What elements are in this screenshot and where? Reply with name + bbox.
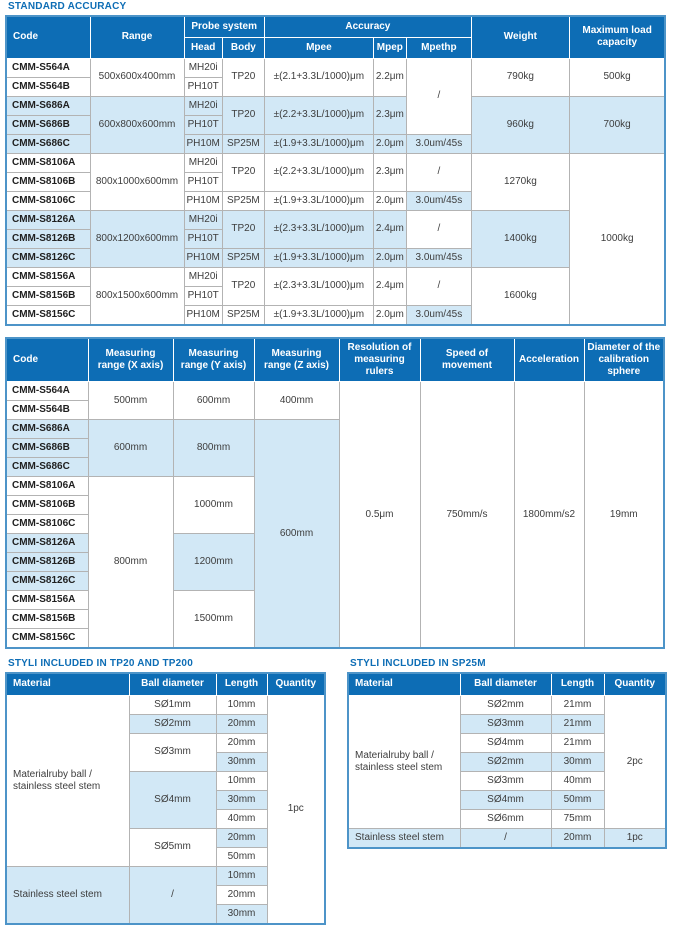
col-header-z-axis: Measuring range (Z axis)	[254, 338, 339, 382]
table-cell: TP20	[222, 96, 264, 134]
table-cell: 1pc	[604, 828, 666, 848]
table-cell: CMM-S8156A	[6, 267, 90, 286]
table-cell: CMM-S8126A	[6, 534, 88, 553]
standard-accuracy-table	[5, 15, 666, 326]
table-cell: 400mm	[254, 382, 339, 420]
table-cell: CMM-S8106A	[6, 477, 88, 496]
table-cell: CMM-S686C	[6, 134, 90, 153]
table-row	[6, 695, 325, 714]
table-cell: /	[406, 267, 471, 305]
table-cell: CMM-S686A	[6, 96, 90, 115]
table-row	[6, 58, 665, 77]
table-cell: PH10T	[184, 286, 222, 305]
table-cell: 10mm	[216, 695, 267, 714]
table-cell: 1pc	[267, 695, 325, 924]
col-header-calibration-sphere: Diameter of the calibration sphere	[584, 338, 664, 382]
table-cell: CMM-S564A	[6, 58, 90, 77]
section-title-styli-tp20: STYLI INCLUDED IN TP20 AND TP200	[8, 658, 193, 669]
table-cell: MH20i	[184, 267, 222, 286]
table-cell: 1600kg	[471, 267, 569, 325]
table-cell: ±(2.2+3.3L/1000)μm	[264, 153, 373, 191]
col-header-weight: Weight	[471, 16, 569, 58]
table-cell: PH10M	[184, 134, 222, 153]
table-cell: SØ2mm	[460, 752, 551, 771]
table-cell: TP20	[222, 210, 264, 248]
table-cell: CMM-S8126C	[6, 572, 88, 591]
col-header-mpep: Mpep	[373, 37, 406, 58]
table-cell: 20mm	[216, 828, 267, 847]
table-cell: SP25M	[222, 305, 264, 325]
table-cell: Materialruby ball / stainless steel stem	[6, 695, 129, 866]
table-cell: CMM-S8106B	[6, 172, 90, 191]
table-cell: 40mm	[216, 809, 267, 828]
table-cell: 2.3μm	[373, 153, 406, 191]
table-cell: SØ4mm	[460, 733, 551, 752]
table-cell: CMM-S8126C	[6, 248, 90, 267]
table-cell: CMM-S564B	[6, 77, 90, 96]
col-header-mpethp: Mpethp	[406, 37, 471, 58]
table-cell: 3.0um/45s	[406, 248, 471, 267]
table-cell: 20mm	[551, 828, 604, 848]
table-cell: SP25M	[222, 191, 264, 210]
table-cell: /	[406, 58, 471, 134]
table-cell: 1000mm	[173, 477, 254, 534]
table-cell: CMM-S564B	[6, 401, 88, 420]
table-cell: CMM-S686C	[6, 458, 88, 477]
col-header-length: Length	[551, 673, 604, 695]
table-cell: 20mm	[216, 885, 267, 904]
table-cell: 2.3μm	[373, 96, 406, 134]
table-cell: /	[406, 210, 471, 248]
measuring-range-table	[5, 337, 665, 650]
col-header-head: Head	[184, 37, 222, 58]
accuracy-table-body	[6, 58, 665, 325]
table-cell: 1400kg	[471, 210, 569, 267]
table-cell: 2pc	[604, 695, 666, 828]
styli-sp25m-header	[348, 673, 666, 695]
col-header-x-axis: Measuring range (X axis)	[88, 338, 173, 382]
table-cell: PH10T	[184, 172, 222, 191]
table-cell: TP20	[222, 267, 264, 305]
table-cell: 20mm	[216, 733, 267, 752]
col-header-length: Length	[216, 673, 267, 695]
table-cell: 600mm	[173, 382, 254, 420]
table-cell: /	[129, 866, 216, 924]
table-cell: SØ3mm	[460, 714, 551, 733]
table-cell: 3.0um/45s	[406, 134, 471, 153]
measuring-table-body	[6, 382, 664, 649]
section-title-styli-sp25m: STYLI INCLUDED IN SP25M	[350, 658, 486, 669]
table-cell: 20mm	[216, 714, 267, 733]
table-cell: 960kg	[471, 96, 569, 153]
table-cell: 30mm	[216, 752, 267, 771]
table-cell: CMM-S8156B	[6, 610, 88, 629]
table-cell: 2.2μm	[373, 58, 406, 96]
table-cell: 600mm	[88, 420, 173, 477]
table-cell: 21mm	[551, 733, 604, 752]
table-cell: SØ4mm	[460, 790, 551, 809]
table-cell: MH20i	[184, 96, 222, 115]
table-cell: 3.0um/45s	[406, 305, 471, 325]
table-cell: ±(2.2+3.3L/1000)μm	[264, 96, 373, 134]
table-row	[6, 210, 665, 229]
table-cell: PH10T	[184, 77, 222, 96]
table-cell: CMM-S8106C	[6, 515, 88, 534]
table-cell: MH20i	[184, 210, 222, 229]
table-cell: SØ6mm	[460, 809, 551, 828]
table-cell: CMM-S686B	[6, 115, 90, 134]
table-cell: 2.4μm	[373, 267, 406, 305]
table-cell: CMM-S8106C	[6, 191, 90, 210]
table-cell: 50mm	[216, 847, 267, 866]
col-header-body: Body	[222, 37, 264, 58]
col-header-y-axis: Measuring range (Y axis)	[173, 338, 254, 382]
section-title-standard-accuracy: STANDARD ACCURACY	[8, 1, 127, 12]
styli-tp20-body	[6, 695, 325, 924]
table-cell: SØ4mm	[129, 771, 216, 828]
table-cell: 1500mm	[173, 591, 254, 649]
table-cell: MH20i	[184, 153, 222, 172]
col-header-range: Range	[90, 16, 184, 58]
table-cell: 500kg	[569, 58, 665, 96]
col-header-material: Material	[348, 673, 460, 695]
col-header-speed: Speed of movement	[420, 338, 514, 382]
styli-tp20-block	[5, 658, 326, 925]
table-cell: SP25M	[222, 248, 264, 267]
table-cell: CMM-S564A	[6, 382, 88, 401]
col-header-material: Material	[6, 673, 129, 695]
table-row	[6, 382, 664, 401]
table-cell: Materialruby ball / stainless steel stem	[348, 695, 460, 828]
table-cell: 2.0μm	[373, 248, 406, 267]
table-cell: 21mm	[551, 695, 604, 714]
table-cell: PH10T	[184, 115, 222, 134]
table-row	[348, 695, 666, 714]
table-cell: 40mm	[551, 771, 604, 790]
col-header-code: Code	[6, 338, 88, 382]
table-cell: Stainless steel stem	[6, 866, 129, 924]
table-cell: 800x1500x600mm	[90, 267, 184, 325]
table-cell: CMM-S8156B	[6, 286, 90, 305]
table-cell: CMM-S686A	[6, 420, 88, 439]
table-cell: 0.5μm	[339, 382, 420, 649]
table-cell: 50mm	[551, 790, 604, 809]
col-header-probe-system: Probe system	[184, 16, 264, 37]
styli-sp25m-body	[348, 695, 666, 848]
table-cell: 30mm	[551, 752, 604, 771]
table-cell: PH10T	[184, 229, 222, 248]
col-header-resolution: Resolution of measuring rulers	[339, 338, 420, 382]
table-cell: 790kg	[471, 58, 569, 96]
col-header-code: Code	[6, 16, 90, 58]
table-cell: SØ2mm	[129, 714, 216, 733]
table-cell: 600mm	[254, 420, 339, 649]
table-cell: 1200mm	[173, 534, 254, 591]
col-header-ball-diameter: Ball diameter	[129, 673, 216, 695]
table-cell: 30mm	[216, 790, 267, 809]
table-cell: 2.0μm	[373, 134, 406, 153]
measuring-table-header	[6, 338, 664, 382]
styli-section	[5, 658, 677, 925]
col-header-quantity: Quantity	[267, 673, 325, 695]
table-cell: 30mm	[216, 904, 267, 924]
table-cell: 600x800x600mm	[90, 96, 184, 153]
table-cell: CMM-S8156A	[6, 591, 88, 610]
styli-sp25m-table	[347, 672, 667, 849]
col-header-mpee: Mpee	[264, 37, 373, 58]
accuracy-table-header	[6, 16, 665, 58]
table-row	[6, 153, 665, 172]
table-cell: PH10M	[184, 191, 222, 210]
table-cell: CMM-S8126A	[6, 210, 90, 229]
table-cell: 800mm	[88, 477, 173, 649]
table-cell: 2.0μm	[373, 305, 406, 325]
table-cell: ±(2.1+3.3L/1000)μm	[264, 58, 373, 96]
table-cell: ±(2.3+3.3L/1000)μm	[264, 210, 373, 248]
table-cell: TP20	[222, 153, 264, 191]
table-cell: PH10M	[184, 305, 222, 325]
table-cell: SØ1mm	[129, 695, 216, 714]
table-cell: 500mm	[88, 382, 173, 420]
table-cell: SP25M	[222, 134, 264, 153]
col-header-ball-diameter: Ball diameter	[460, 673, 551, 695]
col-header-quantity: Quantity	[604, 673, 666, 695]
table-cell: 1800mm/s2	[514, 382, 584, 649]
table-cell: SØ3mm	[129, 733, 216, 771]
table-cell: 1000kg	[569, 153, 665, 325]
table-cell: TP20	[222, 58, 264, 96]
table-cell: SØ2mm	[460, 695, 551, 714]
table-cell: 2.0μm	[373, 191, 406, 210]
table-cell: PH10M	[184, 248, 222, 267]
table-cell: 19mm	[584, 382, 664, 649]
table-cell: CMM-S8126B	[6, 229, 90, 248]
col-header-max-load: Maximum load capacity	[569, 16, 665, 58]
table-cell: ±(1.9+3.3L/1000)μm	[264, 305, 373, 325]
table-cell: 800x1000x600mm	[90, 153, 184, 210]
table-cell: ±(1.9+3.3L/1000)μm	[264, 248, 373, 267]
table-cell: ±(1.9+3.3L/1000)μm	[264, 134, 373, 153]
table-cell: Stainless steel stem	[348, 828, 460, 848]
col-header-accuracy: Accuracy	[264, 16, 471, 37]
table-cell: 800x1200x600mm	[90, 210, 184, 267]
table-cell: 10mm	[216, 771, 267, 790]
table-cell: 1270kg	[471, 153, 569, 210]
table-row	[6, 96, 665, 115]
table-cell: 21mm	[551, 714, 604, 733]
table-cell: CMM-S8106B	[6, 496, 88, 515]
table-cell: SØ3mm	[460, 771, 551, 790]
table-cell: /	[406, 153, 471, 191]
table-row	[6, 267, 665, 286]
col-header-acceleration: Acceleration	[514, 338, 584, 382]
table-cell: MH20i	[184, 58, 222, 77]
table-cell: 3.0um/45s	[406, 191, 471, 210]
table-cell: SØ5mm	[129, 828, 216, 866]
table-cell: 10mm	[216, 866, 267, 885]
table-cell: CMM-S8106A	[6, 153, 90, 172]
table-cell: ±(2.3+3.3L/1000)μm	[264, 267, 373, 305]
styli-sp25m-block	[347, 658, 667, 849]
table-cell: 700kg	[569, 96, 665, 153]
styli-tp20-table	[5, 672, 326, 925]
table-cell: ±(1.9+3.3L/1000)μm	[264, 191, 373, 210]
table-cell: 800mm	[173, 420, 254, 477]
table-cell: /	[460, 828, 551, 848]
table-cell: 75mm	[551, 809, 604, 828]
table-cell: CMM-S8156C	[6, 305, 90, 325]
table-cell: CMM-S8126B	[6, 553, 88, 572]
table-cell: CMM-S8156C	[6, 629, 88, 649]
styli-tp20-header	[6, 673, 325, 695]
table-row	[348, 828, 666, 848]
table-cell: 500x600x400mm	[90, 58, 184, 96]
table-cell: 750mm/s	[420, 382, 514, 649]
table-cell: 2.4μm	[373, 210, 406, 248]
table-cell: CMM-S686B	[6, 439, 88, 458]
